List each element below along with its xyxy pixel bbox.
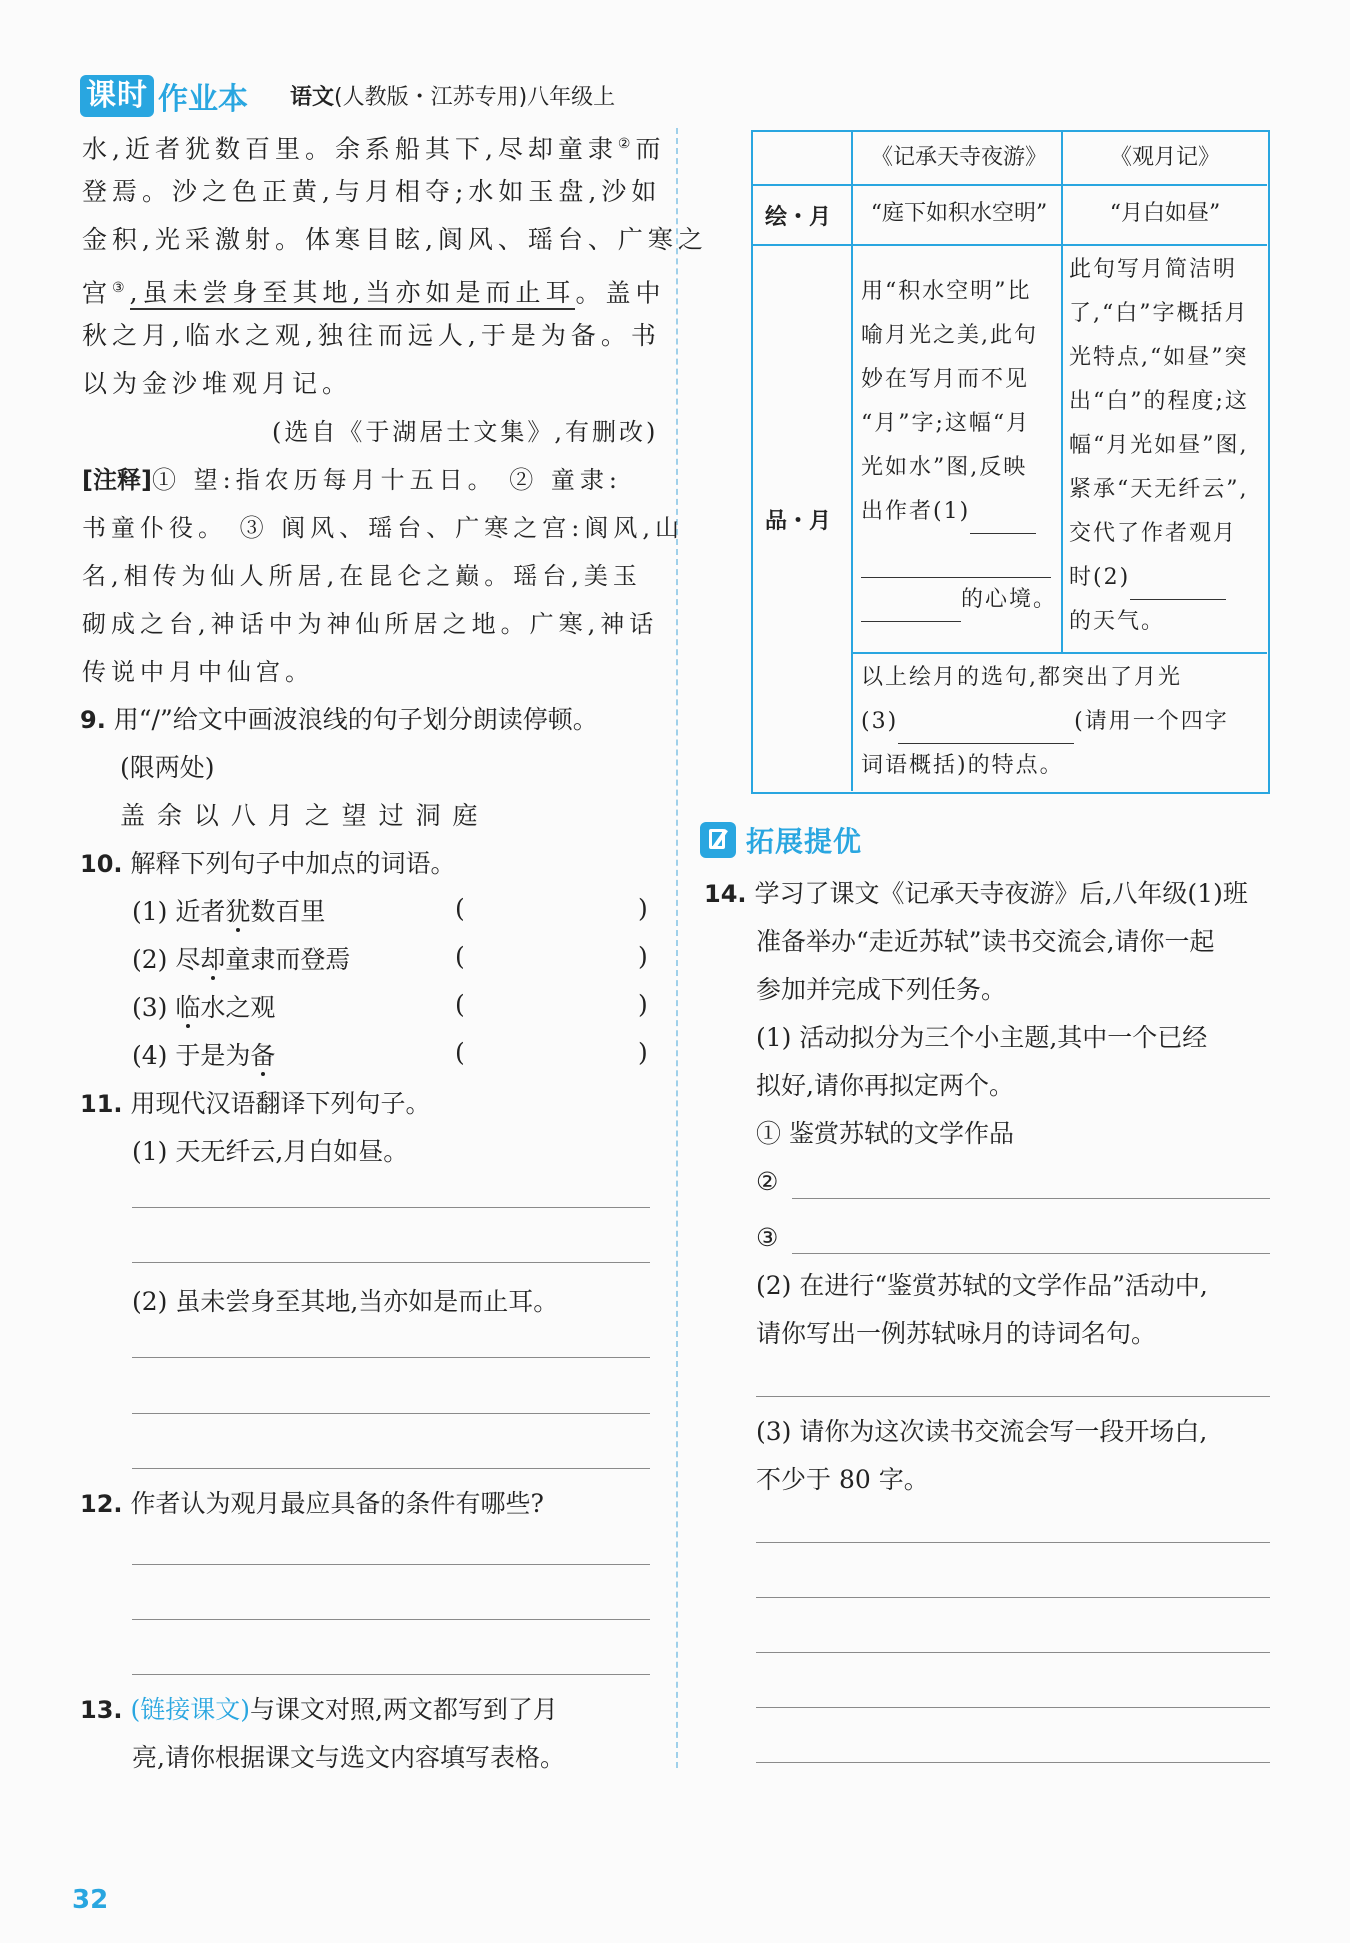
answer-paren-close: ) bbox=[638, 894, 648, 923]
question-13-cont: 亮,请你根据课文与选文内容填写表格。 bbox=[132, 1743, 565, 1772]
answer-line[interactable] bbox=[132, 1619, 650, 1620]
q14-sub2: 请你写出一例苏轼咏月的诗词名句。 bbox=[756, 1319, 1157, 1348]
answer-paren-open: ( bbox=[455, 1038, 465, 1067]
page-number: 32 bbox=[72, 1885, 109, 1915]
row-label-draw: 绘・月 bbox=[765, 205, 832, 230]
notes-line: [注释]① 望:指农历每月十五日。 ② 童隶: bbox=[82, 466, 622, 494]
table-cell-c1: 用“积水空明”比 喻月光之美,此句 妙在写月而不见 “月”字;这幅“月 光如水”图,反映 出作者(1) 的心境。 bbox=[861, 270, 1057, 622]
blank-3[interactable] bbox=[898, 719, 1074, 744]
brand-logo bbox=[80, 74, 248, 118]
book-subtitle bbox=[290, 80, 615, 111]
q10-item: (2) 尽却童隶而登焉 bbox=[132, 945, 351, 974]
edit-icon bbox=[700, 822, 736, 858]
q14-line: 参加并完成下列任务。 bbox=[756, 975, 1007, 1004]
q11-item: (2) 虽未尝身至其地,当亦如是而止耳。 bbox=[132, 1287, 559, 1316]
q14-line: 准备举办“走近苏轼”读书交流会,请你一起 bbox=[756, 927, 1215, 956]
passage-line: 宫③,虽未尝身至其地,当亦如是而止耳。盖中 bbox=[82, 270, 652, 311]
table-rule bbox=[753, 184, 1267, 186]
q14-sub3: (3) 请你为这次读书交流会写一段开场白, bbox=[756, 1417, 1208, 1446]
answer-paren-open: ( bbox=[455, 942, 465, 971]
brand-mark: 课时 bbox=[80, 75, 154, 117]
blank-1[interactable] bbox=[970, 509, 1036, 534]
answer-line[interactable] bbox=[132, 1207, 650, 1208]
blank-2[interactable] bbox=[1130, 575, 1226, 600]
section-title: 拓展提优 bbox=[746, 825, 863, 858]
question-9: 9. 用“/”给文中画波浪线的句子划分朗读停顿。 bbox=[80, 705, 598, 734]
q11-item: (1) 天无纤云,月白如昼。 bbox=[132, 1137, 409, 1166]
answer-line[interactable] bbox=[756, 1542, 1270, 1543]
answer-line[interactable] bbox=[132, 1564, 650, 1565]
q14-theme: ③ bbox=[756, 1223, 779, 1252]
notes-line: 传说中月中仙宫。 bbox=[82, 658, 314, 686]
passage-source: (选自《于湖居士文集》,有删改) bbox=[272, 418, 659, 446]
answer-paren-open: ( bbox=[455, 990, 465, 1019]
table-cell-c2: 此句写月简洁明 了,“白”字概括月 光特点,“如昼”突 出“白”的程度;这 幅“月光如昼”图, 紧承“天无纤云”, 交代了作者观月 时(2) 的天气。 bbox=[1069, 257, 1249, 634]
notes-label: [注释] bbox=[82, 466, 152, 494]
question-9-sentence: 盖 余 以 八 月 之 望 过 洞 庭 bbox=[120, 801, 480, 830]
table-rule bbox=[753, 244, 1267, 246]
answer-line[interactable] bbox=[792, 1198, 1270, 1199]
answer-line[interactable] bbox=[756, 1652, 1270, 1653]
answer-line[interactable] bbox=[132, 1413, 650, 1414]
answer-line[interactable] bbox=[756, 1762, 1270, 1763]
answer-paren-open: ( bbox=[455, 894, 465, 923]
question-10: 10. 解释下列句子中加点的词语。 bbox=[80, 849, 456, 878]
q10-item: (1) 近者犹数百里 bbox=[132, 897, 326, 926]
link-tag: (链接课文) bbox=[130, 1695, 250, 1724]
blank-1-cont[interactable] bbox=[861, 597, 961, 622]
table-header-c2: 《观月记》 bbox=[1109, 145, 1220, 170]
notes-line: 砌成之台,神话中为神仙所居之地。广寒,神话 bbox=[82, 610, 659, 638]
passage-line: 以为金沙堆观月记。 bbox=[82, 369, 353, 398]
row-label-savor: 品・月 bbox=[765, 509, 832, 534]
answer-line[interactable] bbox=[132, 1357, 650, 1358]
q14-sub2: (2) 在进行“鉴赏苏轼的文学作品”活动中, bbox=[756, 1271, 1208, 1300]
table-cell: “月白如昼” bbox=[1109, 201, 1221, 226]
question-11: 11. 用现代汉语翻译下列句子。 bbox=[80, 1089, 431, 1118]
answer-line[interactable] bbox=[132, 1262, 650, 1263]
answer-paren-close: ) bbox=[638, 990, 648, 1019]
table-rule bbox=[851, 652, 1267, 654]
answer-line[interactable] bbox=[756, 1707, 1270, 1708]
answer-line[interactable] bbox=[756, 1597, 1270, 1598]
column-divider bbox=[676, 128, 678, 1768]
answer-line[interactable] bbox=[792, 1253, 1270, 1254]
q10-item: (3) 临水之观 bbox=[132, 993, 276, 1022]
passage-line: 水,近者犹数百里。余系船其下,尽却童隶②而 bbox=[82, 134, 666, 164]
q10-item: (4) 于是为备 bbox=[132, 1041, 276, 1070]
answer-paren-close: ) bbox=[638, 942, 648, 971]
answer-line[interactable] bbox=[132, 1674, 650, 1675]
brand-name: 作业本 bbox=[158, 82, 248, 117]
comparison-table bbox=[751, 130, 1270, 794]
q14-sub1: (1) 活动拟分为三个小主题,其中一个已经 bbox=[756, 1023, 1208, 1052]
answer-line[interactable] bbox=[132, 1468, 650, 1469]
table-rule bbox=[1061, 132, 1063, 652]
section-banner bbox=[700, 820, 862, 860]
subject-label: 语文 bbox=[290, 85, 335, 110]
table-cell: “庭下如积水空明” bbox=[870, 201, 1048, 226]
q14-sub1: 拟好,请你再拟定两个。 bbox=[756, 1071, 1014, 1100]
passage-line: 秋之月,临水之观,独往而远人,于是为备。书 bbox=[82, 321, 661, 350]
passage-line: 登焉。沙之色正黄,与月相夺;水如玉盘,沙如 bbox=[82, 177, 662, 206]
table-summary-cell: 以上绘月的选句,都突出了月光 (3) (请用一个四字 词语概括)的特点。 bbox=[861, 665, 1229, 778]
underlined-sentence: ,虽未尝身至其地,当亦如是而止耳 bbox=[130, 278, 576, 310]
question-13: 13. (链接课文)与课文对照,两文都写到了月 bbox=[80, 1695, 558, 1724]
notes-line: 书童仆役。 ③ 阆风、瑶台、广寒之宫:阆风,山 bbox=[82, 514, 684, 542]
notes-line: 名,相传为仙人所居,在昆仑之巅。瑶台,美玉 bbox=[82, 562, 642, 590]
edition-label: (人教版・江苏专用)八年级上 bbox=[334, 85, 616, 110]
table-header-c1: 《记承天寺夜游》 bbox=[870, 145, 1047, 170]
q14-sub3: 不少于 80 字。 bbox=[756, 1465, 929, 1494]
q14-theme: ② bbox=[756, 1167, 779, 1196]
passage-line: 金积,光采激射。体寒目眩,阆风、瑶台、广寒之 bbox=[82, 225, 708, 254]
question-9-note: (限两处) bbox=[120, 753, 215, 782]
answer-line[interactable] bbox=[756, 1396, 1270, 1397]
table-rule bbox=[851, 132, 853, 791]
answer-paren-close: ) bbox=[638, 1038, 648, 1067]
q14-theme: ① 鉴赏苏轼的文学作品 bbox=[756, 1119, 1014, 1148]
question-12: 12. 作者认为观月最应具备的条件有哪些? bbox=[80, 1489, 544, 1518]
blank-1-cont[interactable] bbox=[861, 553, 1051, 578]
question-14: 14. 学习了课文《记承天寺夜游》后,八年级(1)班 bbox=[704, 879, 1248, 908]
